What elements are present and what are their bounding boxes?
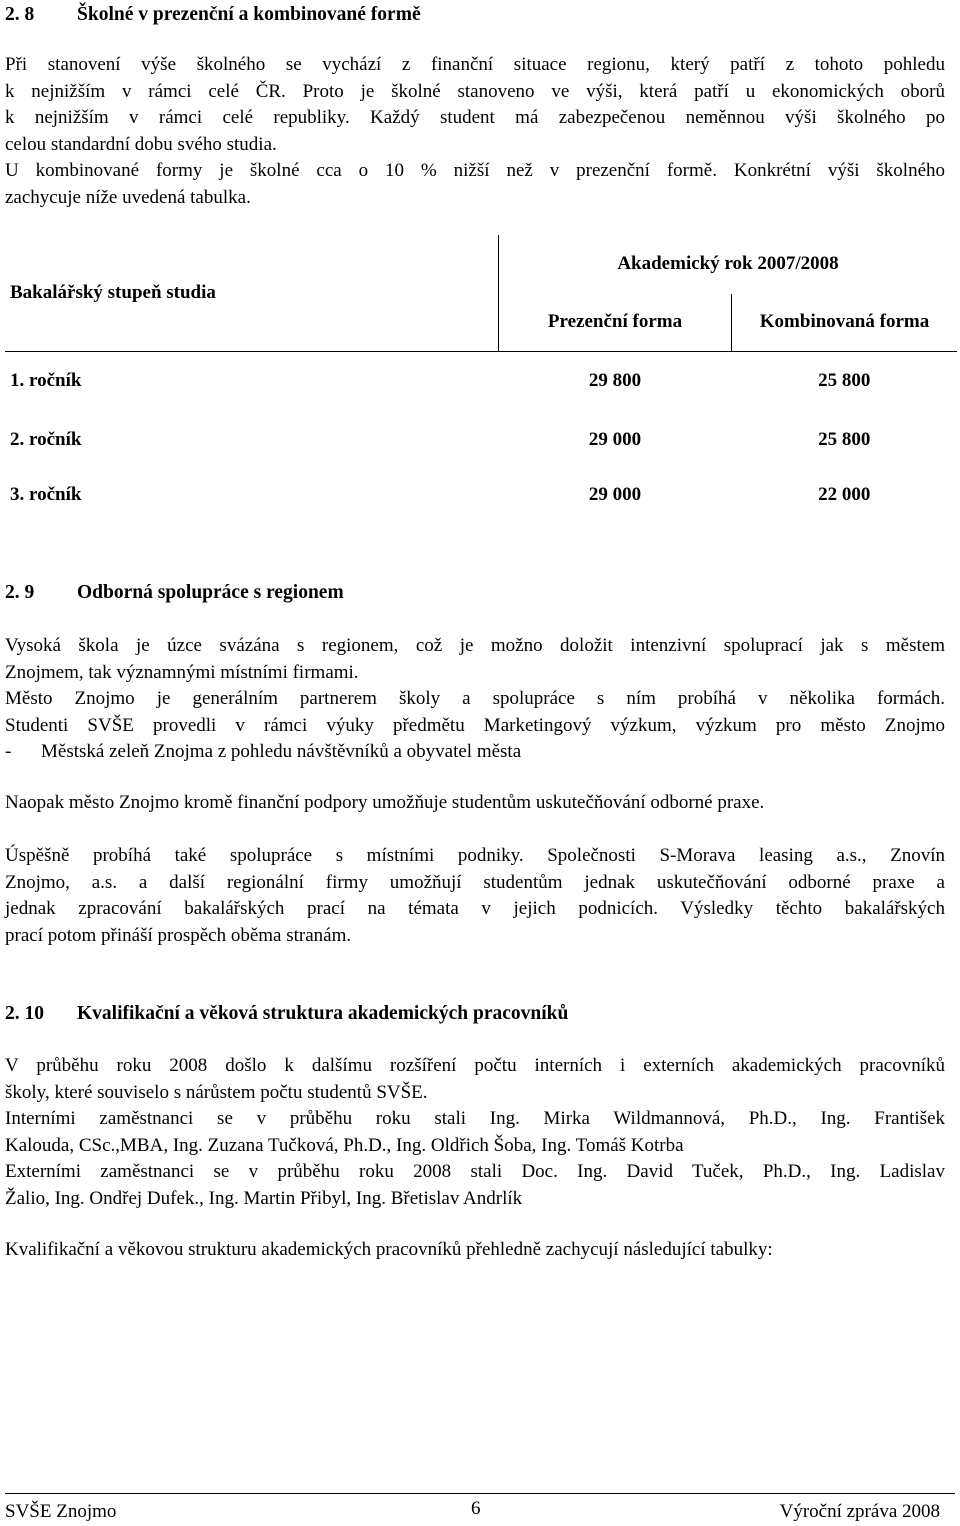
- text-line: Při stanovení výše školného se vychází z finanční situace regionu, který patří z tohoto pohledu: [5, 54, 945, 75]
- text-line: jednak zpracování bakalářských prací na témata v jejich podnicích. Výsledky těchto bakalářských: [5, 898, 945, 919]
- text-line: Znojmem, tak významnými místními firmami.: [5, 661, 359, 683]
- text-line: školy, které souviselo s nárůstem počtu studentů SVŠE.: [5, 1081, 428, 1103]
- section-heading-2-9: [5, 580, 344, 607]
- fulltime-fee: 29 000: [588, 483, 642, 505]
- paragraph-companies: [5, 843, 945, 949]
- text-line: Kalouda, CSc.,MBA, Ing. Zuzana Tučková, Ph.D., Ing. Oldřich Šoba, Ing. Tomáš Kotrba: [5, 1134, 684, 1156]
- text-line: k nejnižším v rámci celé republiky. Každý student má zabezpečenou neměnnou výši školného po: [5, 107, 945, 128]
- fulltime-fee: 29 000: [588, 429, 642, 451]
- section-number: 2. 10: [5, 1003, 44, 1024]
- column-header-fulltime: Prezenční forma: [499, 294, 732, 352]
- bullet-item: [5, 739, 945, 766]
- document-page: [5, 0, 945, 1526]
- paragraph-cooperation: [5, 633, 945, 766]
- text-line: V průběhu roku 2008 došlo k dalšímu rozšíření počtu interních i externích akademických pracovníků: [5, 1055, 945, 1076]
- table-year-header: Akademický rok 2007/2008: [617, 253, 839, 275]
- paragraph-staff: [5, 1053, 945, 1212]
- section-title: Odborná spolupráce s regionem: [77, 582, 344, 603]
- section-title: Kvalifikační a věková struktura akademických pracovníků: [77, 1003, 569, 1024]
- combined-fee: 25 800: [818, 370, 871, 392]
- text-line: prací potom přináší prospěch oběma stranám.: [5, 924, 352, 946]
- bullet-dash: -: [5, 741, 12, 762]
- row-label: 2. ročník: [10, 429, 82, 451]
- row-label: 1. ročník: [10, 370, 82, 392]
- text-line: Úspěšně probíhá také spolupráce s místními podniky. Společnosti S-Morava leasing a.s., Znovín: [5, 845, 945, 866]
- section-heading-2-10: [5, 1001, 568, 1028]
- column-header-combined: Kombinovaná forma: [732, 294, 958, 352]
- bullet-text: Městská zeleň Znojma z pohledu návštěvníků a obyvatel města: [41, 741, 522, 762]
- text-line: Město Znojmo je generálním partnerem školy a spolupráce s ním probíhá v několika formách.: [5, 688, 945, 709]
- text-line: Žalio, Ing. Ondřej Dufek., Ing. Martin Přibyl, Ing. Břetislav Andrlík: [5, 1187, 523, 1209]
- section-number: 2. 9: [5, 582, 35, 603]
- text-line: k nejnižším v rámci celé ČR. Proto je školné stanoveno ve výši, která patří u ekonomických oborů: [5, 80, 945, 102]
- section-title: Školné v prezenční a kombinované formě: [77, 4, 421, 25]
- fulltime-fee: 29 800: [588, 370, 642, 392]
- footer-right: Výroční zpráva 2008: [779, 1501, 940, 1522]
- combined-fee: 22 000: [818, 483, 871, 505]
- paragraph-city-support: [5, 790, 945, 817]
- text-line: celou standardní dobu svého studia.: [5, 133, 277, 155]
- paragraph-fees: [5, 52, 945, 211]
- table-row: [5, 470, 957, 529]
- text-line: U kombinované formy je školné cca o 10 % nižší než v prezenční formě. Konkrétní výši školného: [5, 160, 945, 181]
- combined-fee: 25 800: [818, 429, 871, 451]
- table-row: [5, 411, 957, 470]
- text-line: Vysoká škola je úzce svázána s regionem, což je možno doložit intenzivní spoluprací jak s městem: [5, 635, 945, 656]
- table-row-header: Bakalářský stupeň studia: [5, 235, 499, 352]
- section-heading-2-8: [5, 2, 421, 29]
- footer-divider: [5, 1493, 955, 1494]
- footer-left: SVŠE Znojmo: [5, 1501, 117, 1522]
- text-line: Interními zaměstnanci se v průběhu roku stali Ing. Mirka Wildmannová, Ph.D., Ing. František: [5, 1108, 945, 1129]
- paragraph-tables-intro: [5, 1237, 945, 1264]
- row-label: 3. ročník: [10, 483, 82, 505]
- fee-table: [5, 235, 957, 529]
- text-line: Externími zaměstnanci se v průběhu roku 2008 stali Doc. Ing. David Tuček, Ph.D., Ing. Ladislav: [5, 1161, 945, 1182]
- text-line: zachycuje níže uvedená tabulka.: [5, 186, 251, 208]
- table-row: [5, 352, 957, 411]
- text-line: Studenti SVŠE provedli v rámci výuky předmětu Marketingový výzkum, výzkum pro město Znojmo: [5, 714, 945, 736]
- text-line: Kvalifikační a věkovou strukturu akademických pracovníků přehledně zachycují následující tabulky:: [5, 1239, 773, 1260]
- section-number: 2. 8: [5, 4, 35, 25]
- page-number: 6: [471, 1498, 481, 1519]
- text-line: Znojmo, a.s. a další regionální firmy umožňují studentům jednak uskutečňování odborné praxe a: [5, 871, 945, 893]
- text-line: Naopak město Znojmo kromě finanční podpory umožňuje studentům uskutečňování odborné praxe.: [5, 792, 765, 813]
